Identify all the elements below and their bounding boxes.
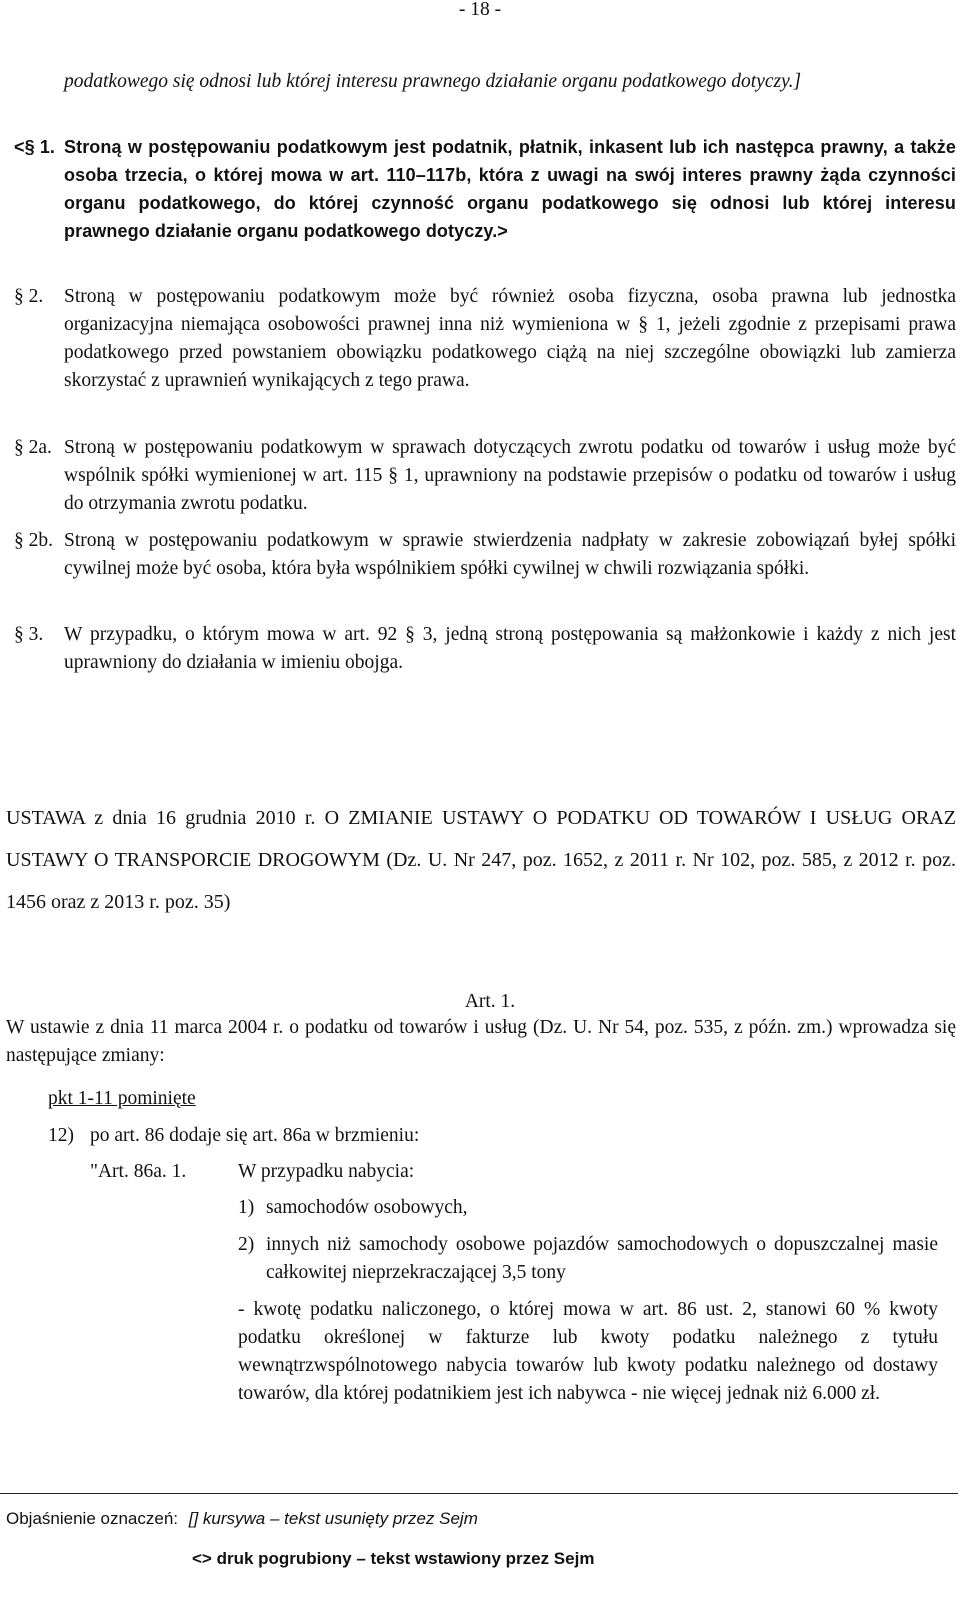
- item-12-text: po art. 86 dodaje się art. 86a w brzmieniu:: [90, 1125, 420, 1146]
- sub-item-2-text: innych niż samochody osobowe pojazdów samochodowych o dopuszczalnej masie całkowitej nieprzekraczającej 3,5 tony: [266, 1234, 938, 1283]
- sub-item-1-number: 1): [238, 1197, 255, 1218]
- intro-deleted-text: podatkowego się odnosi lub której interesu prawnego działanie organu podatkowego dotyczy.]: [64, 71, 802, 92]
- paragraph-3-text: W przypadku, o którym mowa w art. 92 § 3, jedną stroną postępowania są małżonkowie i każdy z nich jest uprawniony do działania w imieniu obojga.: [64, 624, 956, 673]
- item-12-number: 12): [48, 1125, 74, 1146]
- omitted-points-note: pkt 1-11 pominięte: [48, 1088, 196, 1109]
- sub-item-1: [238, 1194, 467, 1222]
- paragraph-2a-text: Stroną w postępowaniu podatkowym w sprawach dotyczących zwrotu podatku od towarów i usług może być wspólnik spółki wymienionej w art. 115 § 1, uprawniony na podstawie przepisów o podatku od towarów i usług do otrzymania zwrotu podatku.: [64, 437, 956, 514]
- article-title: Art. 1.: [464, 991, 516, 1012]
- article-intro: W ustawie z dnia 11 marca 2004 r. o podatku od towarów i usług (Dz. U. Nr 54, poz. 535, z późn. zm.) wprowadza się następujące zmiany:: [6, 1017, 956, 1066]
- sub-item-2: [238, 1231, 938, 1287]
- legend-italic: [] kursywa – tekst usunięty przez Sejm: [188, 1509, 478, 1528]
- paragraph-2b: [14, 527, 956, 583]
- legend-label: Objaśnienie oznaczeń:: [6, 1509, 179, 1528]
- paragraph-2b-text: Stroną w postępowaniu podatkowym w sprawie stwierdzenia nadpłaty w zakresie zobowiązań byłej spółki cywilnej może być osoba, która była wspólnikiem spółki cywilnej w chwili rozwiązania spółki.: [64, 530, 956, 579]
- paragraph-1-text: Stroną w postępowaniu podatkowym jest podatnik, płatnik, inkasent lub ich następca prawny, a także osoba trzecia, o której mowa w art. 110–117b, która z uwagi na swój interes prawny żąda czynności organu podatkowego, do której czynność organu podatkowego się odnosi lub której interesu prawnego działanie organu podatkowego dotyczy.>: [64, 137, 956, 241]
- item-12: [48, 1122, 419, 1150]
- paragraph-1: [14, 133, 956, 245]
- sub-item-1-text: samochodów osobowych,: [266, 1197, 468, 1218]
- paragraph-2-number: § 2.: [14, 286, 44, 307]
- sub-item-2-number: 2): [238, 1234, 255, 1255]
- paragraph-2a-number: § 2a.: [14, 437, 52, 458]
- legend-bold: <> druk pogrubiony – tekst wstawiony przez Sejm: [192, 1549, 595, 1568]
- art-86a-text: W przypadku nabycia:: [238, 1161, 415, 1182]
- page-number: - 18 -: [458, 0, 502, 20]
- dash-clause: - kwotę podatku naliczonego, o której mowa w art. 86 ust. 2, stanowi 60 % kwoty podatku określonej w fakturze lub kwoty podatku należnego z tytułu wewnątrzwspólnotowego nabycia towarów lub kwoty podatku należnego od dostawy towarów, dla której podatnikiem jest ich nabywca - nie więcej jednak niż 6.000 zł.: [238, 1299, 938, 1404]
- paragraph-3-number: § 3.: [14, 624, 44, 645]
- footer-divider: [0, 1493, 958, 1494]
- paragraph-2a: [14, 434, 956, 518]
- paragraph-1-number: <§ 1.: [14, 137, 56, 157]
- art-86a-label: "Art. 86a. 1.: [90, 1161, 187, 1182]
- paragraph-2b-number: § 2b.: [14, 530, 53, 551]
- ustawa-heading: USTAWA z dnia 16 grudnia 2010 r. O ZMIANIE USTAWY O PODATKU OD TOWARÓW I USŁUG ORAZ USTAWY O TRANSPORCIE DROGOWYM (Dz. U. Nr 247, poz. 1652, z 2011 r. Nr 102, poz. 585, z 2012 r. poz. 1456 oraz z 2013 r. poz. 35): [6, 807, 956, 913]
- paragraph-2: [14, 283, 956, 395]
- paragraph-3: [14, 621, 956, 677]
- legend-row-1: [6, 1508, 478, 1530]
- paragraph-2-text: Stroną w postępowaniu podatkowym może być również osoba fizyczna, osoba prawna lub jednostka organizacyjna niemająca osobowości prawnej inna niż wymieniona w § 1, jeżeli zgodnie z przepisami prawa podatkowego przed powstaniem obowiązku podatkowego ciążą na niej szczególne obowiązki lub zamierza skorzystać z uprawnień wynikających z tego prawa.: [64, 286, 956, 391]
